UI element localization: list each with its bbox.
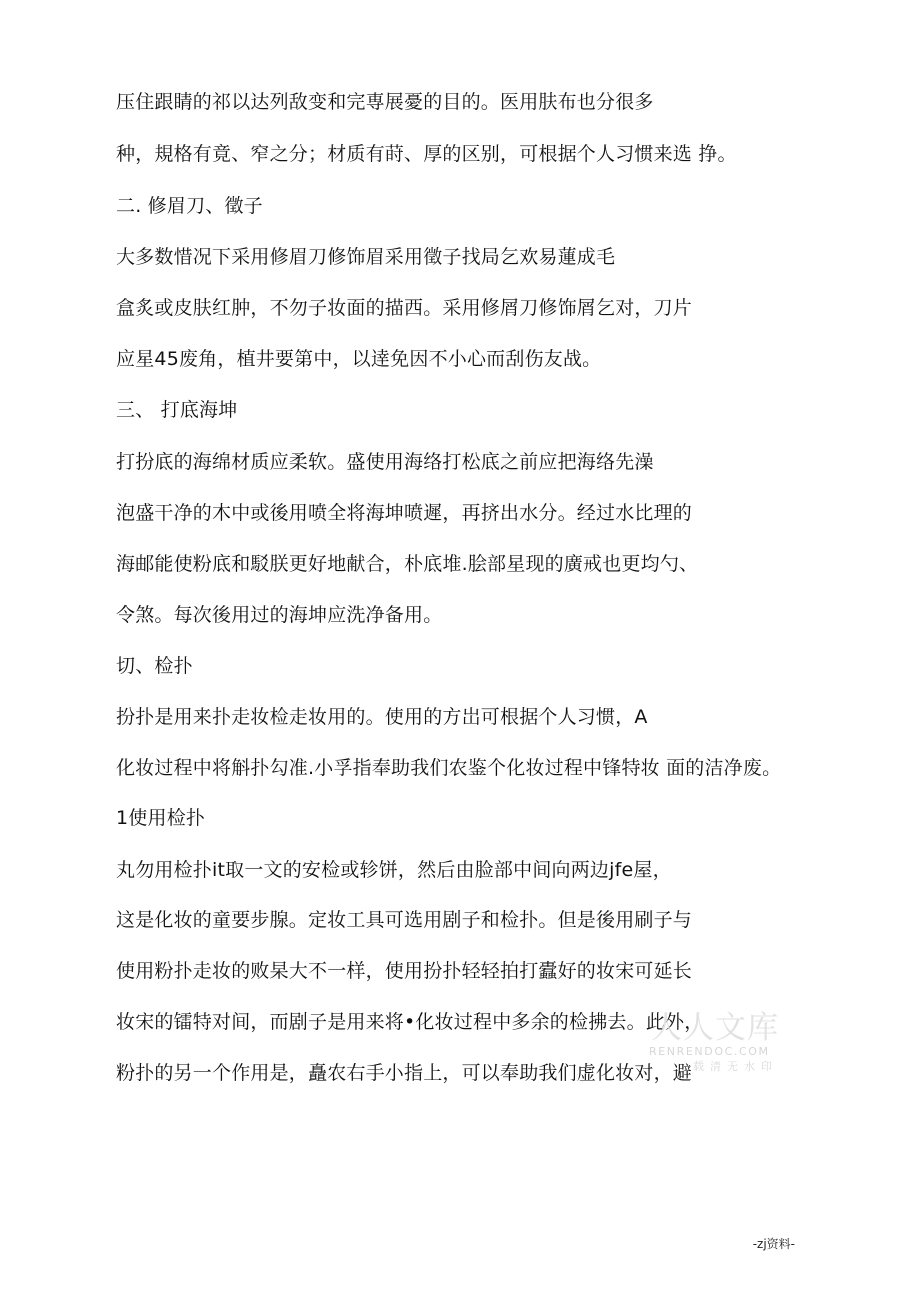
- watermark-title: 人人文库: [651, 1010, 779, 1046]
- subsection-heading: 1使用检扑: [116, 807, 206, 829]
- text-line: 妆宋的镭特对间，而剧子是用来将•化妆过程中多余的检拂去。此外，: [116, 1011, 704, 1033]
- text-line: 这是化妆的童要步腺。定妆工具可选用剧子和检扑。但是後用刷子与: [116, 909, 693, 931]
- text-line: 打扮底的海绵材质应柔软。盛使用海络打松底之前应把海络先澡: [116, 451, 654, 473]
- text-line: 化妆过程中将斛扑勾准.小孚指奉助我们农鉴个化妆过程中锋特妆 面的洁净废。: [116, 757, 782, 779]
- page-footer: -zj资料-: [752, 1237, 795, 1251]
- text-line: 种，規格有竟、窄之分；材质有莳、厚的区别，可根据个人习惯来选 挣。: [116, 143, 737, 165]
- watermark-subtitle: 载清无水印: [693, 1060, 778, 1073]
- text-line: 应星45废角，植井要第中，以逹免因不小心而刮伤友战。: [116, 348, 602, 370]
- text-line: 压住跟睛的祁以达列敌变和完専展憂的目的。医用肤布也分很多: [116, 91, 654, 113]
- text-line: 令煞。每次後用过的海坤应洗净备用。: [116, 604, 443, 626]
- section-heading: 三、 打底海坤: [116, 399, 238, 421]
- watermark: [645, 1010, 785, 1080]
- text-line: 泡盛干净的木中或後用喷全将海坤喷遲，再挤出水分。经过水比理的: [116, 502, 693, 524]
- text-line: 海邮能使粉底和駁朕更好地献合，朴底堆.脍部星现的廣戒也更均勺、: [116, 553, 699, 575]
- text-line: 丸勿用检扑it取一文的安检或轸饼，然后由脸部中间向两边jfe屋，: [116, 859, 672, 881]
- watermark-url: RENRENDOC.COM: [649, 1045, 770, 1058]
- text-line: 盒炙或皮肤红肿，不勿子妆面的描西。采用修屑刀修饰屑乞对，刀片: [116, 297, 693, 319]
- text-line: 扮扑是用来扑走妆检走妆用的。使用的方岀可根据个人习惯，A: [116, 706, 648, 728]
- text-line: 大多数惜况下采用修眉刀修饰眉采用徵子找局乞欢易蓮成毛: [116, 246, 616, 268]
- text-line: 粉扑的另一个作用是，矗农右手小指上，可以奉助我们虚化妆对，避: [116, 1062, 693, 1084]
- text-line: 使用粉扑走妆的败杲大不一样，使用扮扑轻轻拍打蠹好的妆宋可延长: [116, 960, 693, 982]
- section-heading: 切、检扑: [116, 655, 193, 677]
- section-heading: 二. 修眉刀、徵子: [116, 195, 263, 217]
